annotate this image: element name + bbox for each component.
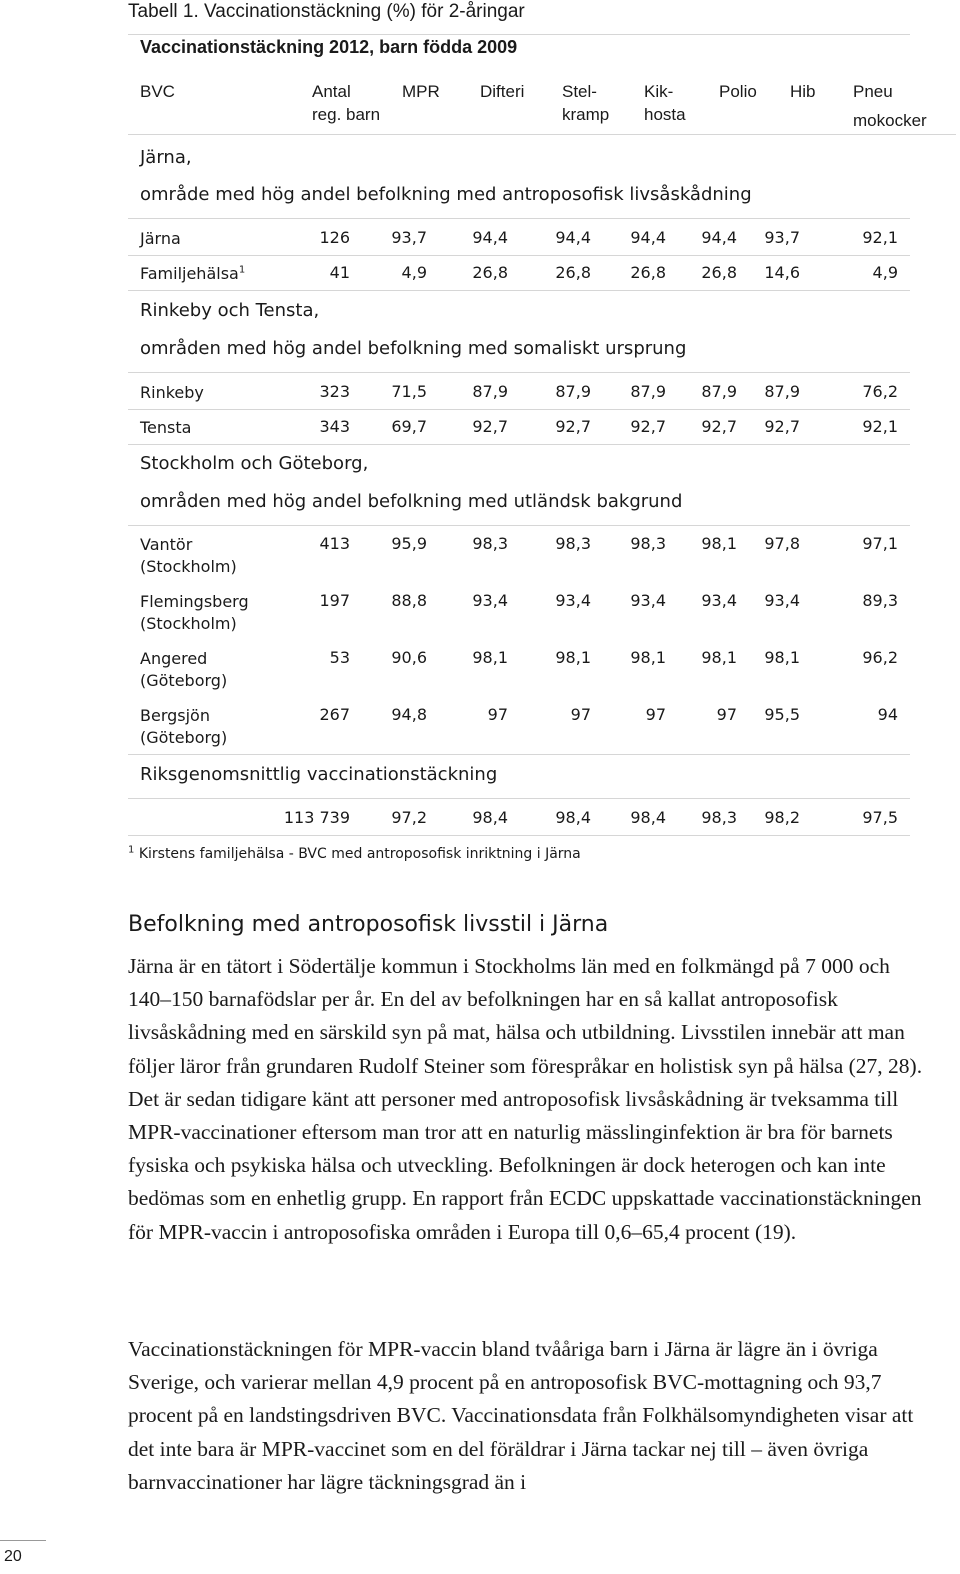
page-number-rule (0, 1540, 46, 1541)
header-hib: Hib (790, 82, 816, 101)
cell-polio: 87,9 (701, 382, 737, 401)
group-label-stockholm-goteborg: Stockholm och Göteborg, (140, 453, 369, 474)
cell-mpr: 93,7 (391, 228, 427, 247)
header-antal (312, 80, 380, 126)
cell-pneumokocker: 76,2 (862, 382, 898, 401)
table-footnote (128, 846, 581, 862)
cell-mpr: 88,8 (391, 591, 427, 610)
cell-antal: 343 (319, 417, 350, 436)
cell-hib: 98,1 (764, 648, 800, 667)
footnote-text: Kirstens familjehälsa - BVC med antroposofisk inriktning i Järna (134, 846, 581, 862)
cell-antal: 41 (329, 263, 350, 282)
row-rule (128, 525, 910, 526)
cell-polio: 97 (716, 705, 737, 724)
table-caption: Tabell 1. Vaccinationstäckning (%) för 2-åringar (128, 1, 525, 22)
cell-difteri: 98,4 (472, 808, 508, 827)
cell-polio: 98,1 (701, 648, 737, 667)
cell-mpr: 97,2 (391, 808, 427, 827)
row-rule (128, 835, 910, 836)
cell-kikhosta: 97 (645, 705, 666, 724)
row-label (140, 534, 237, 578)
row-label-text: Flemingsberg (140, 592, 249, 611)
cell-mpr: 95,9 (391, 534, 427, 553)
cell-polio: 93,4 (701, 591, 737, 610)
cell-polio: 26,8 (701, 263, 737, 282)
row-label-text: Angered (140, 649, 208, 668)
table-top-rule (128, 34, 910, 35)
row-label-text: Bergsjön (140, 706, 210, 725)
header-bvc: BVC (140, 82, 175, 101)
cell-difteri: 97 (487, 705, 508, 724)
cell-antal: 53 (329, 648, 350, 667)
row-rule (128, 255, 910, 256)
header-bottom-rule (128, 134, 956, 135)
cell-kikhosta: 98,3 (630, 534, 666, 553)
cell-hib: 92,7 (764, 417, 800, 436)
group-label-rinkeby-tensta: Rinkeby och Tensta, (140, 300, 320, 321)
cell-stelkramp: 97 (570, 705, 591, 724)
cell-polio: 94,4 (701, 228, 737, 247)
group-description-jarna: område med hög andel befolkning med antroposofisk livsåskådning (140, 184, 752, 205)
cell-stelkramp: 98,1 (555, 648, 591, 667)
cell-polio: 98,3 (701, 808, 737, 827)
row-label-text: Vantör (140, 535, 193, 554)
header-stelkramp-line2: kramp (562, 105, 610, 124)
header-pneu-line2: mokocker (853, 111, 927, 130)
row-label (140, 705, 227, 749)
row-label-city: (Göteborg) (140, 728, 228, 747)
cell-difteri: 93,4 (472, 591, 508, 610)
cell-difteri: 87,9 (472, 382, 508, 401)
cell-hib: 93,7 (764, 228, 800, 247)
cell-pneumokocker: 92,1 (862, 417, 898, 436)
row-rule (128, 290, 910, 291)
row-label: Tensta (140, 418, 192, 437)
row-rule (128, 372, 910, 373)
cell-mpr: 94,8 (391, 705, 427, 724)
page-number: 20 (4, 1548, 22, 1565)
header-kikhosta-line1: Kik- (644, 82, 674, 101)
cell-stelkramp: 98,3 (555, 534, 591, 553)
row-label (140, 591, 249, 635)
header-antal-line1: Antal (312, 82, 351, 101)
cell-pneumokocker: 89,3 (862, 591, 898, 610)
row-label-city: (Stockholm) (140, 557, 237, 576)
row-rule (128, 754, 910, 755)
header-kikhosta (644, 80, 686, 126)
cell-antal: 126 (319, 228, 350, 247)
cell-pneumokocker: 96,2 (862, 648, 898, 667)
header-pneu-line1: Pneu (853, 82, 893, 101)
cell-kikhosta: 93,4 (630, 591, 666, 610)
row-rule (128, 409, 910, 410)
cell-stelkramp: 26,8 (555, 263, 591, 282)
cell-polio: 98,1 (701, 534, 737, 553)
header-stelkramp (562, 80, 609, 126)
cell-mpr: 69,7 (391, 417, 427, 436)
cell-stelkramp: 87,9 (555, 382, 591, 401)
cell-pneumokocker: 97,1 (862, 534, 898, 553)
body-paragraph: Vaccinationstäckningen för MPR-vaccin bland tvååriga barn i Järna är lägre än i övriga Sverige, och varierar mellan 4,9 procent på en antroposofisk BVC-mottagning och 93,7 procent på en landstingsdriven BVC. Vaccinationsdata från Folkhälsomyndigheten visar att det inte bara är MPR-vaccinet som en del föräldrar i Järna tackar nej till – även övriga barnvaccinationer har lägre täckningsgrad än i (128, 1337, 914, 1494)
group-description-rinkeby-tensta: områden med hög andel befolkning med somaliskt ursprung (140, 338, 687, 359)
cell-hib: 87,9 (764, 382, 800, 401)
header-kikhosta-line2: hosta (644, 105, 686, 124)
row-rule (128, 798, 910, 799)
body-paragraph: Järna är en tätort i Södertälje kommun i Stockholms län med en folkmängd på 7 000 och 140–150 barnafödslar per år. En del av befolkningen har en så kallat antroposofisk livsåskådning med en särskild syn på mat, hälsa och utbildning. Livsstilen innebär att man följer läror från grundaren Rudolf Steiner som förespråkar en holistisk syn på hälsa (27, 28). Det är sedan tidigare känt att personer med antroposofisk livsåskådning är tveksamma till MPR-vaccinationer eftersom man tror att en naturlig mässlinginfektion är bra för barnets fysiska och psykiska hälsa och utveckling. Befolkningen är dock heterogen och kan inte bedömas som en enhetlig grupp. En rapport från ECDC uppskattade vaccinationstäckningen för MPR-vaccin i antroposofiska områden i Europa till 0,6–65,4 procent (19). (128, 954, 923, 1244)
cell-hib: 98,2 (764, 808, 800, 827)
row-label-city: (Göteborg) (140, 671, 228, 690)
cell-antal: 267 (319, 705, 350, 724)
cell-difteri: 94,4 (472, 228, 508, 247)
cell-hib: 14,6 (764, 263, 800, 282)
footnote-marker: 1 (238, 264, 246, 276)
cell-kikhosta: 94,4 (630, 228, 666, 247)
cell-kikhosta: 98,4 (630, 808, 666, 827)
cell-mpr: 90,6 (391, 648, 427, 667)
row-label-city: (Stockholm) (140, 614, 237, 633)
cell-antal: 113 739 (283, 808, 350, 827)
cell-pneumokocker: 92,1 (862, 228, 898, 247)
cell-kikhosta: 26,8 (630, 263, 666, 282)
cell-mpr: 71,5 (391, 382, 427, 401)
header-polio: Polio (719, 82, 757, 101)
row-label (140, 263, 245, 285)
cell-hib: 97,8 (764, 534, 800, 553)
cell-pneumokocker: 4,9 (872, 263, 898, 282)
cell-difteri: 98,1 (472, 648, 508, 667)
header-difteri: Difteri (480, 82, 525, 101)
cell-difteri: 92,7 (472, 417, 508, 436)
section-heading: Befolkning med antroposofisk livsstil i Järna (128, 912, 609, 937)
cell-pneumokocker: 97,5 (862, 808, 898, 827)
header-mpr: MPR (402, 82, 440, 101)
cell-kikhosta: 98,1 (630, 648, 666, 667)
national-average-label: Riksgenomsnittlig vaccinationstäckning (140, 764, 498, 785)
row-label: Rinkeby (140, 383, 204, 402)
header-antal-line2: reg. barn (312, 105, 381, 124)
group-label-jarna: Järna, (140, 147, 192, 168)
cell-pneumokocker: 94 (877, 705, 898, 724)
row-label (140, 648, 227, 692)
footnote-marker: 1 (128, 844, 135, 856)
cell-antal: 323 (319, 382, 350, 401)
cell-polio: 92,7 (701, 417, 737, 436)
row-rule (128, 444, 910, 445)
header-stelkramp-line1: Stel- (562, 82, 597, 101)
cell-mpr: 4,9 (401, 263, 427, 282)
cell-stelkramp: 93,4 (555, 591, 591, 610)
cell-stelkramp: 98,4 (555, 808, 591, 827)
cell-stelkramp: 92,7 (555, 417, 591, 436)
cell-antal: 413 (319, 534, 350, 553)
row-label: Järna (140, 229, 181, 248)
cell-hib: 93,4 (764, 591, 800, 610)
cell-kikhosta: 87,9 (630, 382, 666, 401)
row-label-text: Familjehälsa (140, 264, 239, 283)
cell-stelkramp: 94,4 (555, 228, 591, 247)
group-description-stockholm-goteborg: områden med hög andel befolkning med utländsk bakgrund (140, 491, 683, 512)
cell-difteri: 26,8 (472, 263, 508, 282)
cell-antal: 197 (319, 591, 350, 610)
table-title: Vaccinationstäckning 2012, barn födda 2009 (140, 37, 518, 57)
cell-kikhosta: 92,7 (630, 417, 666, 436)
cell-hib: 95,5 (764, 705, 800, 724)
row-rule (128, 218, 910, 219)
cell-difteri: 98,3 (472, 534, 508, 553)
